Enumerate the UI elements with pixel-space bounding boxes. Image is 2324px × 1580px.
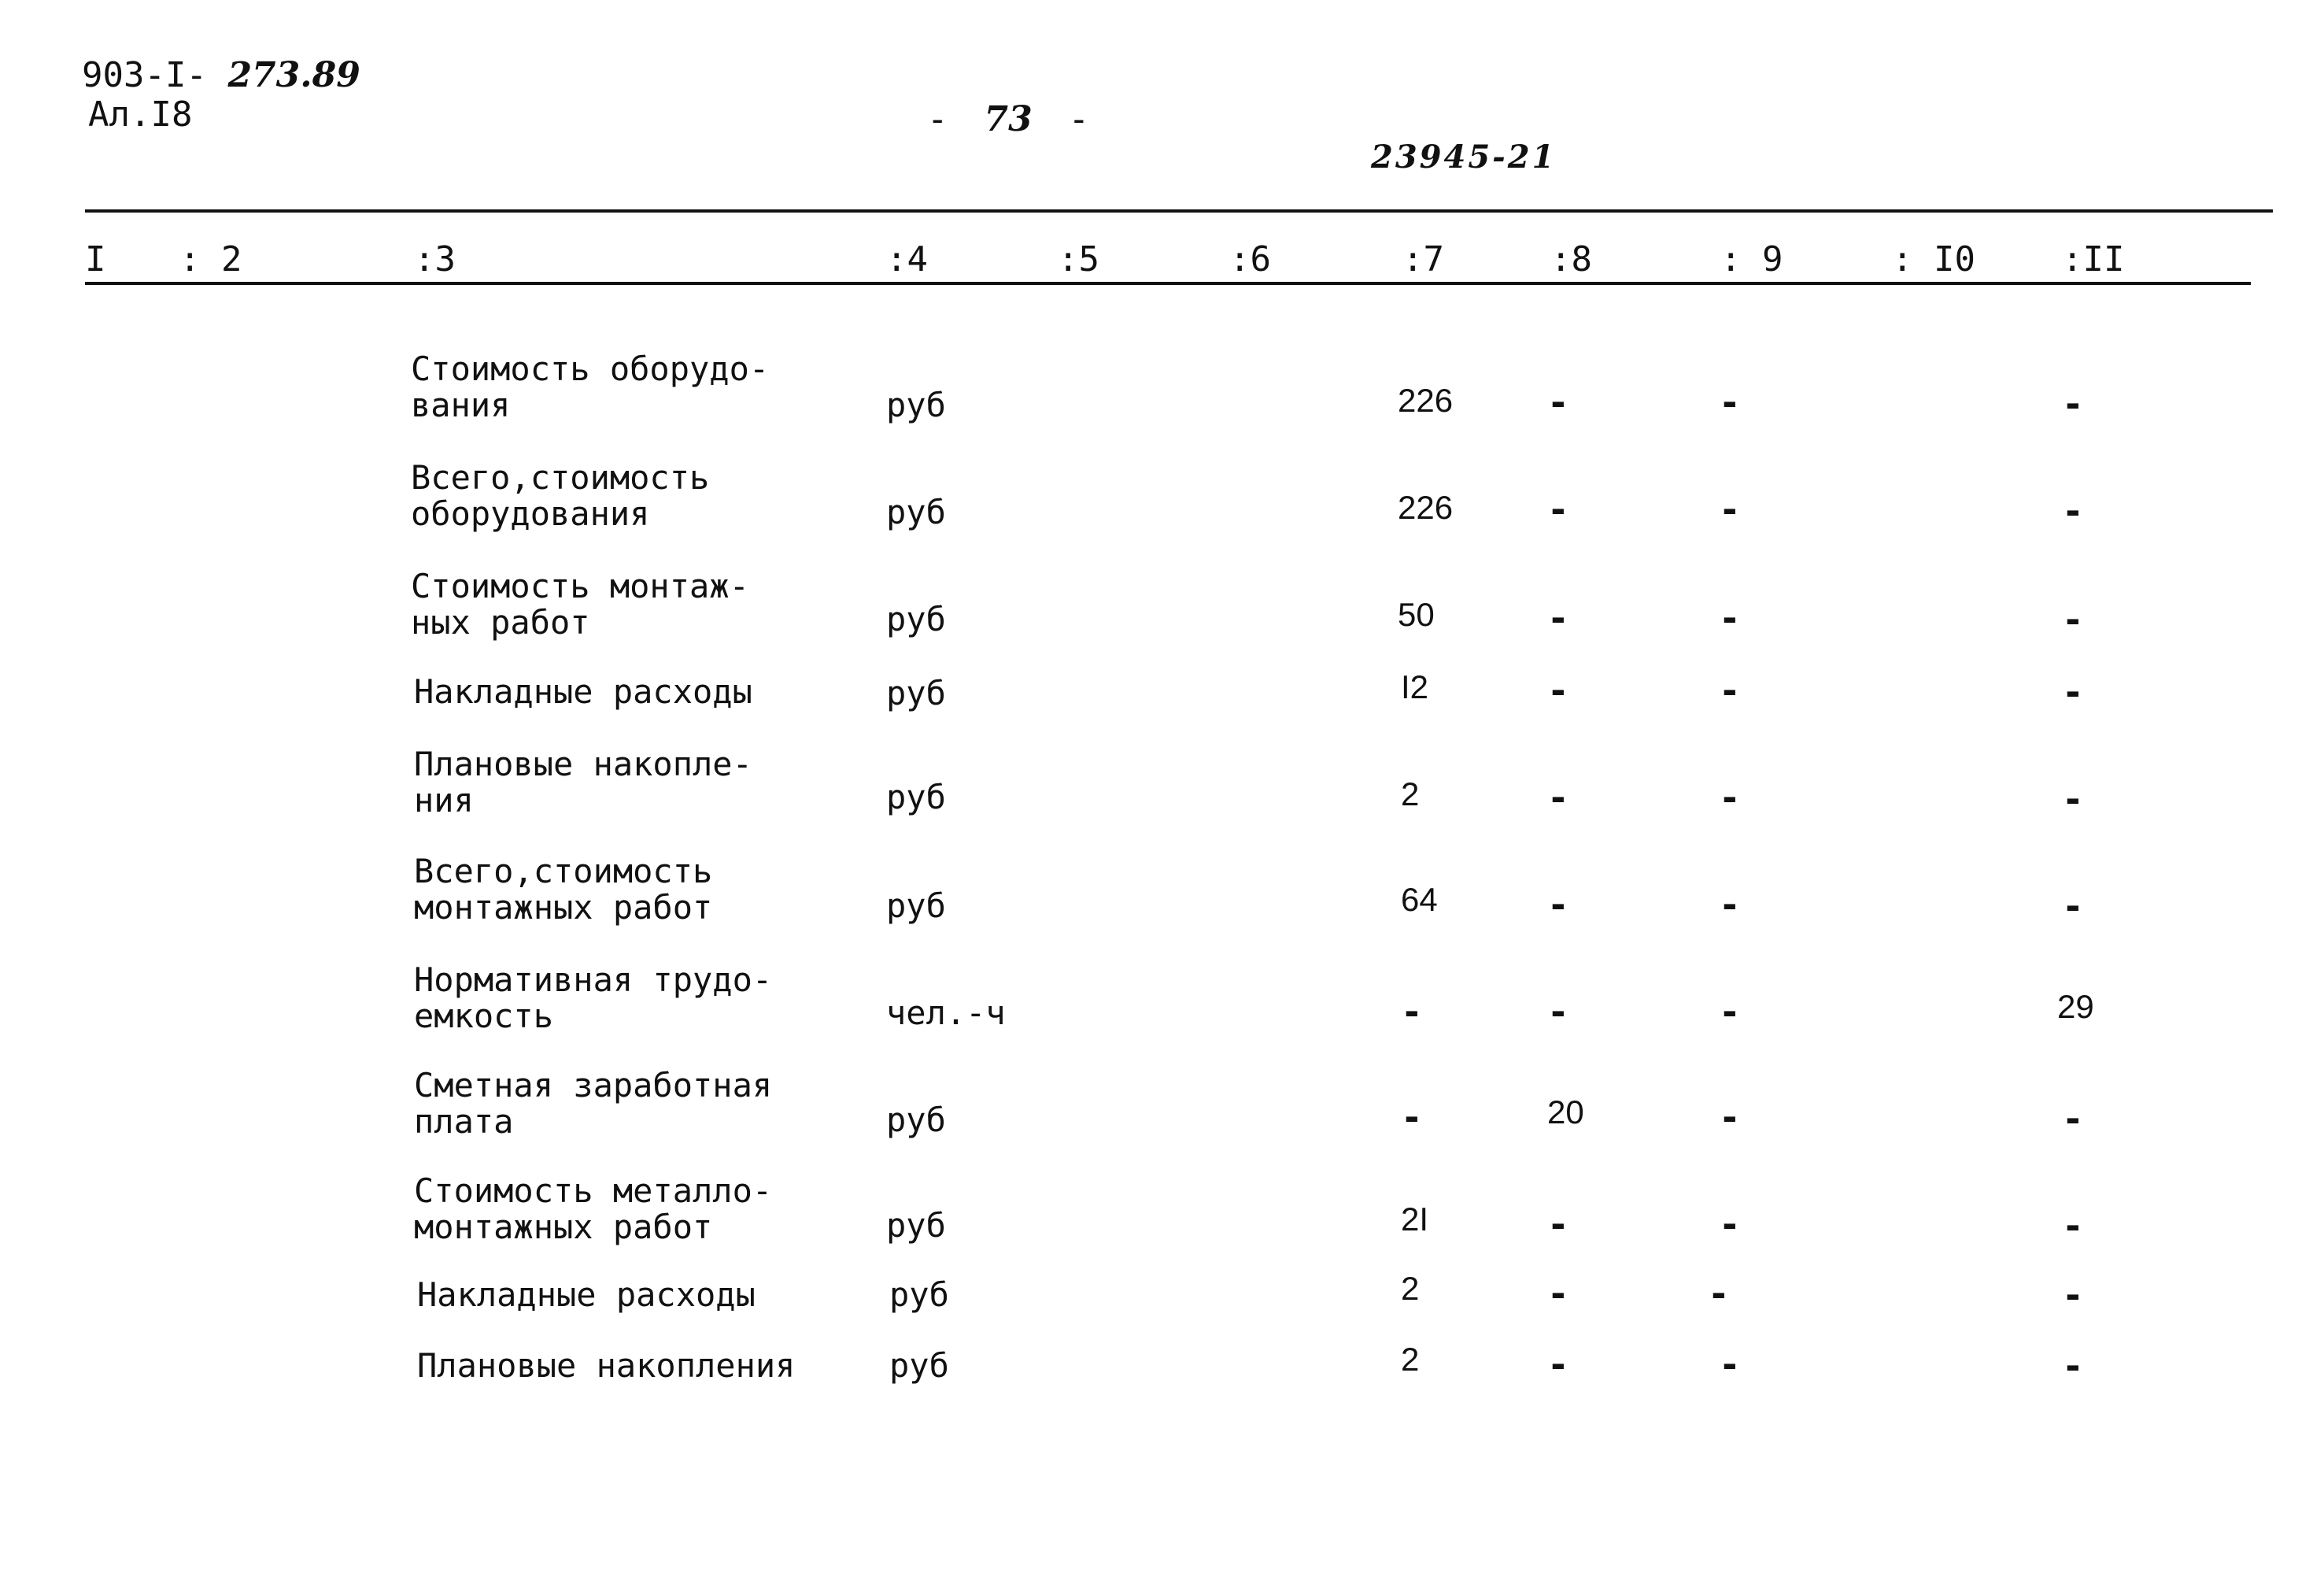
- row-6-label: Всего,стоимость монтажных работ: [414, 852, 713, 927]
- row-4-label: Накладные расходы: [414, 672, 752, 711]
- row-1-col8: -: [1547, 381, 1569, 424]
- row-5-unit: руб: [886, 778, 946, 816]
- column-header-10: : I0: [1892, 239, 1975, 279]
- column-header-7: :7: [1402, 239, 1444, 279]
- column-header-4: :4: [886, 239, 928, 279]
- row-7-col9: -: [1719, 990, 1741, 1033]
- row-4-col7: I2: [1401, 668, 1429, 705]
- page-number-value: 73: [984, 99, 1033, 139]
- row-1-col11: -: [2062, 383, 2084, 425]
- column-header-11: :II: [2062, 239, 2125, 279]
- row-9-col9: -: [1719, 1203, 1741, 1245]
- row-11-col7: 2: [1401, 1341, 1420, 1378]
- row-10-col8: -: [1547, 1272, 1569, 1315]
- row-11-col8: -: [1547, 1343, 1569, 1386]
- row-7-col8: -: [1547, 990, 1569, 1033]
- row-2-label: Всего,стоимость оборудования: [411, 458, 710, 533]
- row-6-col11: -: [2062, 885, 2084, 927]
- row-3-col7: 50: [1398, 596, 1435, 633]
- page-number: [927, 101, 1089, 139]
- row-8-label: Сметная заработная плата: [414, 1066, 773, 1141]
- row-8-unit: руб: [886, 1101, 946, 1139]
- column-header-1: I: [85, 239, 106, 279]
- row-9-label: Стоимость металло- монтажных работ: [414, 1171, 773, 1246]
- table-header-rule: [85, 282, 2251, 285]
- row-8-col9: -: [1719, 1096, 1741, 1138]
- row-8-col8: 20: [1547, 1093, 1584, 1130]
- row-9-col8: -: [1547, 1203, 1569, 1245]
- row-2-col11: -: [2062, 490, 2084, 532]
- table-top-rule: [85, 209, 2273, 213]
- document-code-printed: 903-I-: [82, 55, 228, 95]
- row-2-col7: 226: [1398, 489, 1454, 526]
- row-10-col11: -: [2062, 1274, 2084, 1316]
- row-10-unit: руб: [889, 1275, 949, 1314]
- row-10-col9: -: [1708, 1272, 1730, 1315]
- row-11-col9: -: [1719, 1343, 1741, 1386]
- row-7-col7: -: [1401, 990, 1423, 1033]
- row-9-col11: -: [2062, 1204, 2084, 1247]
- row-3-col8: -: [1547, 597, 1569, 639]
- row-6-col7: 64: [1401, 881, 1438, 918]
- row-11-col11: -: [2062, 1345, 2084, 1387]
- row-5-col9: -: [1719, 776, 1741, 819]
- project-number: 23945-21: [1371, 139, 1557, 176]
- column-header-6: :6: [1229, 239, 1271, 279]
- page-number-dash-right: -: [1068, 99, 1090, 139]
- sheet-label: Ал.I8: [88, 94, 193, 135]
- row-4-unit: руб: [886, 674, 946, 712]
- row-6-col8: -: [1547, 883, 1569, 926]
- row-2-col8: -: [1547, 488, 1569, 531]
- page-number-dash-left: -: [927, 99, 948, 139]
- row-3-col9: -: [1719, 597, 1741, 639]
- column-header-3: :3: [414, 239, 456, 279]
- row-4-col9: -: [1719, 669, 1741, 712]
- column-header-2: : 2: [179, 239, 242, 279]
- column-header-5: :5: [1058, 239, 1099, 279]
- row-1-unit: руб: [886, 386, 946, 424]
- column-header-8: :8: [1550, 239, 1592, 279]
- row-2-col9: -: [1719, 488, 1741, 531]
- row-6-col9: -: [1719, 883, 1741, 926]
- row-1-col9: -: [1719, 381, 1741, 424]
- row-10-label: Накладные расходы: [417, 1275, 756, 1314]
- row-2-unit: руб: [886, 493, 946, 531]
- row-4-col11: -: [2062, 671, 2084, 713]
- row-11-unit: руб: [889, 1346, 949, 1385]
- row-3-label: Стоимость монтаж- ных работ: [411, 567, 749, 642]
- row-9-col7: 2I: [1401, 1201, 1429, 1238]
- row-9-unit: руб: [886, 1206, 946, 1245]
- row-7-label: Нормативная трудо- емкость: [414, 960, 773, 1035]
- column-header-9: : 9: [1720, 239, 1783, 279]
- row-5-col11: -: [2062, 778, 2084, 820]
- row-5-col8: -: [1547, 776, 1569, 819]
- row-4-col8: -: [1547, 669, 1569, 712]
- row-1-col7: 226: [1398, 382, 1454, 419]
- document-code-handwritten: 273.89: [227, 55, 360, 95]
- row-7-unit: чел.-ч: [886, 994, 1006, 1032]
- row-11-label: Плановые накопления: [417, 1346, 796, 1385]
- row-3-col11: -: [2062, 598, 2084, 641]
- row-6-unit: руб: [886, 886, 946, 925]
- row-5-label: Плановые накопле- ния: [414, 745, 752, 820]
- row-8-col7: -: [1401, 1096, 1423, 1138]
- row-8-col11: -: [2062, 1097, 2084, 1140]
- row-10-col7: 2: [1401, 1270, 1420, 1307]
- row-5-col7: 2: [1401, 775, 1420, 812]
- row-7-col11: 29: [2057, 988, 2094, 1025]
- row-1-label: Стоимость оборудо- вания: [411, 350, 770, 424]
- row-3-unit: руб: [886, 600, 946, 638]
- document-code: [82, 57, 360, 94]
